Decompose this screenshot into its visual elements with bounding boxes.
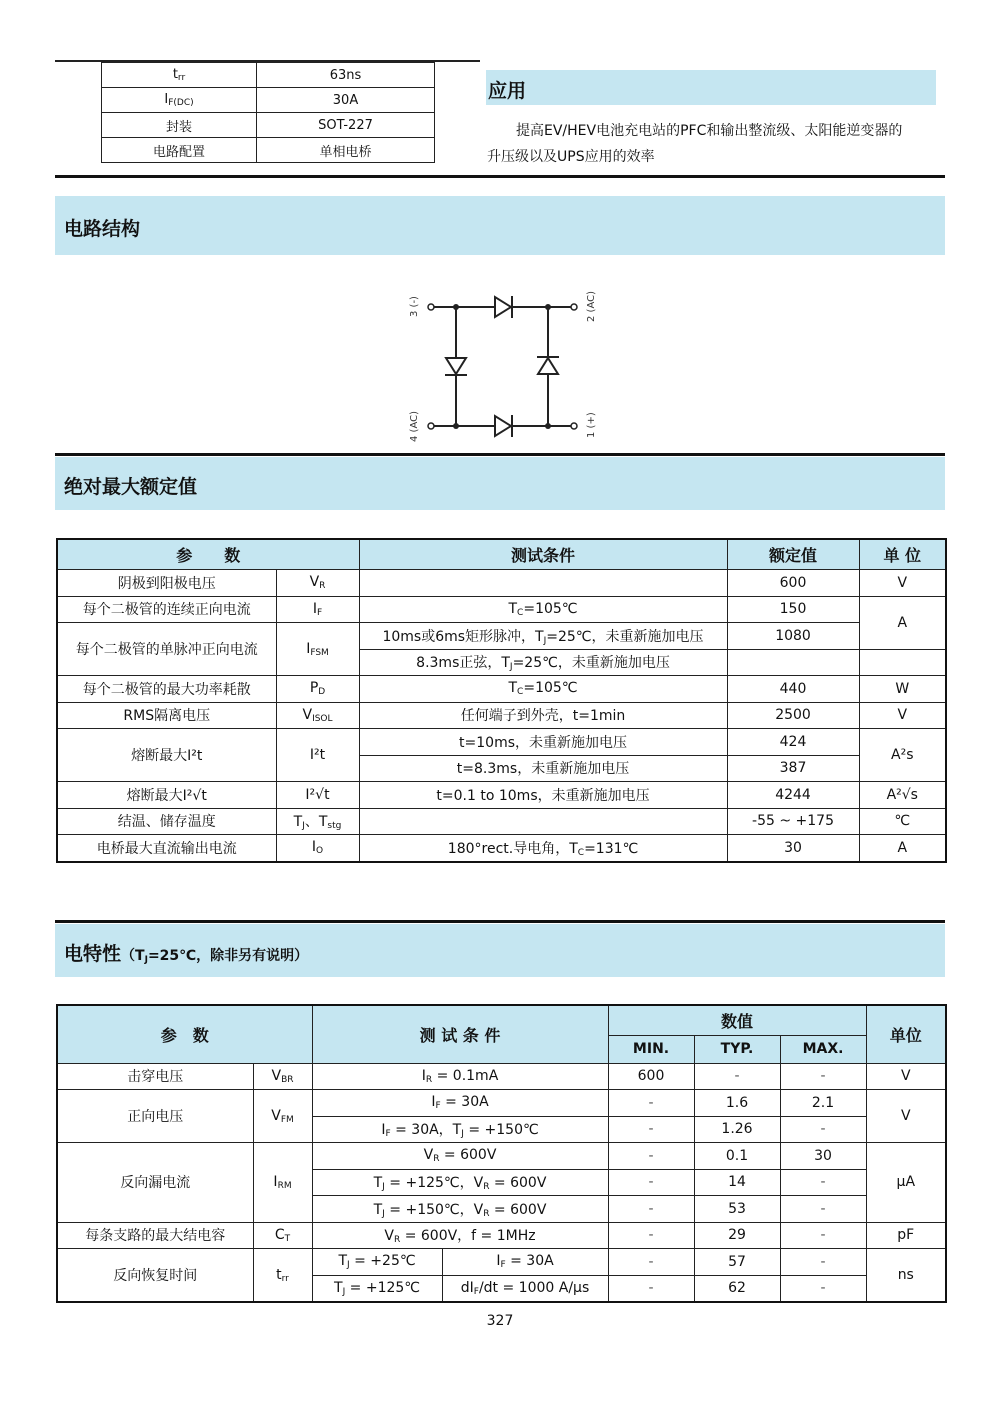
test-condition: 10ms或6ms矩形脉冲，$T_J=25℃$，未重新施加电压	[359, 623, 727, 650]
param-name: 反向恢复时间	[57, 1249, 253, 1303]
unit: V	[866, 1063, 946, 1090]
test-condition: $T_J$ = +150℃，$V_R = 600V$	[312, 1196, 608, 1223]
table-row	[57, 782, 946, 809]
electrical-title: 电特性（$T_J=25℃$，除非另有说明）	[64, 943, 309, 965]
spec-value: 单相电桥	[257, 138, 435, 163]
table-row	[57, 1249, 946, 1276]
test-condition: $I_F = 30A$	[312, 1090, 608, 1117]
rated-value: 424	[727, 729, 859, 756]
spec-row-circuit	[102, 138, 435, 163]
param-name: 熔断最大I²t	[57, 729, 276, 782]
rated-value: 4244	[727, 782, 859, 809]
header-param: 参 数	[57, 1005, 312, 1063]
header-param: 参 数	[57, 539, 359, 570]
header-cond: 测 试 条 件	[312, 1005, 608, 1063]
param-name: 正向电压	[57, 1090, 253, 1143]
spec-value: 63ns	[257, 63, 435, 88]
pin-label-1: 1 (+)	[586, 412, 597, 438]
typ-value: 29	[694, 1222, 780, 1249]
typ-value: 57	[694, 1249, 780, 1276]
test-condition: t=8.3ms，未重新施加电压	[359, 755, 727, 782]
table-row	[57, 808, 946, 835]
param-name: 每个二极管的最大功率耗散	[57, 676, 276, 703]
unit: W	[859, 676, 946, 703]
max-value: 30	[780, 1143, 866, 1170]
table-row	[57, 1222, 946, 1249]
electrical-header-row	[57, 1005, 946, 1035]
header-unit: 单 位	[859, 539, 946, 570]
pin-label-3: 3 (-)	[409, 296, 420, 317]
spec-value: 30A	[257, 88, 435, 113]
spec-value: SOT-227	[257, 113, 435, 138]
param-name: 每个二极管的单脉冲正向电流	[57, 623, 276, 676]
unit: A	[859, 596, 946, 649]
spec-row-package	[102, 113, 435, 138]
unit: V	[866, 1090, 946, 1143]
max-value: -	[780, 1169, 866, 1196]
application-title: 应用	[488, 80, 527, 102]
rated-value: 2500	[727, 702, 859, 729]
min-value: -	[608, 1196, 694, 1223]
unit: A²√s	[859, 782, 946, 809]
table-row	[57, 1063, 946, 1090]
circuit-title: 电路结构	[64, 218, 141, 240]
ratings-title: 绝对最大额定值	[64, 476, 198, 498]
max-value: -	[780, 1063, 866, 1090]
param-symbol: I²t	[276, 729, 359, 782]
param-symbol: $I_O$	[276, 835, 359, 862]
min-value: -	[608, 1222, 694, 1249]
rated-value: 1080	[727, 623, 859, 650]
max-value: -	[780, 1116, 866, 1143]
diode-icon	[495, 415, 512, 437]
table-row	[57, 1090, 946, 1117]
table-row	[57, 596, 946, 623]
param-name: 反向漏电流	[57, 1143, 253, 1223]
header-min: MIN.	[608, 1035, 694, 1063]
diode-icon	[537, 357, 559, 374]
param-name: 击穿电压	[57, 1063, 253, 1090]
ratings-title-band	[55, 457, 945, 510]
min-value: -	[608, 1275, 694, 1302]
unit: μA	[866, 1143, 946, 1223]
table-row	[57, 570, 946, 597]
header-max: MAX.	[780, 1035, 866, 1063]
param-name: 阴极到阳极电压	[57, 570, 276, 597]
test-condition: $T_C=105℃$	[359, 676, 727, 703]
max-value: -	[780, 1275, 866, 1302]
table-row	[57, 702, 946, 729]
param-symbol: $I_F$	[276, 596, 359, 623]
param-name: RMS隔离电压	[57, 702, 276, 729]
header-cond: 测试条件	[359, 539, 727, 570]
table-row	[57, 676, 946, 703]
circuit-diagram	[400, 285, 610, 445]
page-number: 327	[486, 1313, 514, 1329]
typ-value: 53	[694, 1196, 780, 1223]
application-text-line1: 提高EV/HEV电池充电站的PFC和输出整流级、太阳能逆变器的	[516, 123, 903, 139]
test-condition: 180°rect.导电角，$T_C=131℃$	[359, 835, 727, 862]
electrical-title-band	[55, 924, 945, 977]
test-condition: 8.3ms正弦，$T_J=25℃$，未重新施加电压	[359, 649, 727, 676]
section-rule	[55, 175, 945, 178]
unit: ns	[866, 1249, 946, 1303]
unit: A	[859, 835, 946, 862]
test-condition: t=0.1 to 10ms，未重新施加电压	[359, 782, 727, 809]
max-value: -	[780, 1222, 866, 1249]
param-symbol: $C_T$	[253, 1222, 312, 1249]
rated-value: 30	[727, 835, 859, 862]
spec-table	[101, 62, 435, 163]
param-name: 每条支路的最大结电容	[57, 1222, 253, 1249]
header-typ: TYP.	[694, 1035, 780, 1063]
application-title-band	[486, 70, 936, 105]
rated-value	[727, 649, 859, 676]
diode-icon	[495, 296, 512, 318]
rated-value: 387	[727, 755, 859, 782]
unit: A²s	[859, 729, 946, 782]
test-condition: t=10ms，未重新施加电压	[359, 729, 727, 756]
unit: pF	[866, 1222, 946, 1249]
test-condition: $I_R = 0.1mA$	[312, 1063, 608, 1090]
min-value: -	[608, 1169, 694, 1196]
section-rule	[55, 453, 945, 456]
unit: V	[859, 702, 946, 729]
min-value: -	[608, 1143, 694, 1170]
min-value: -	[608, 1249, 694, 1276]
spec-row-trr	[102, 63, 435, 88]
param-name: 熔断最大I²√t	[57, 782, 276, 809]
header-unit: 单位	[866, 1005, 946, 1063]
section-rule	[55, 920, 945, 923]
rated-value: 440	[727, 676, 859, 703]
param-name: 电桥最大直流输出电流	[57, 835, 276, 862]
param-symbol: I²√t	[276, 782, 359, 809]
rated-value: 600	[727, 570, 859, 597]
unit: ℃	[859, 808, 946, 835]
table-row	[57, 1143, 946, 1170]
pin-label-2: 2 (AC)	[586, 291, 597, 322]
test-condition: 任何端子到外壳，t=1min	[359, 702, 727, 729]
min-value: 600	[608, 1063, 694, 1090]
min-value: -	[608, 1116, 694, 1143]
param-symbol: $V_{FM}$	[253, 1090, 312, 1143]
rated-value: 150	[727, 596, 859, 623]
max-value: -	[780, 1196, 866, 1223]
test-condition: $V_R = 600V$	[312, 1143, 608, 1170]
rated-value: -55 ~ +175	[727, 808, 859, 835]
max-value: -	[780, 1249, 866, 1276]
unit	[859, 649, 946, 676]
param-symbol: $V_R$	[276, 570, 359, 597]
test-condition: $T_J$ = +25℃	[312, 1249, 442, 1276]
test-condition: $I_F = 30A$，$T_J$ = +150℃	[312, 1116, 608, 1143]
param-symbol: $T_J$、$T_{stg}$	[276, 808, 359, 835]
typ-value: 1.6	[694, 1090, 780, 1117]
typ-value: 0.1	[694, 1143, 780, 1170]
application-text	[487, 118, 947, 170]
max-value: 2.1	[780, 1090, 866, 1117]
min-value: -	[608, 1090, 694, 1117]
test-condition: $T_J$ = +125℃	[312, 1275, 442, 1302]
ratings-table	[56, 538, 947, 863]
param-symbol: $I_{RM}$	[253, 1143, 312, 1223]
spec-param: 封装	[102, 113, 257, 138]
param-symbol: $I_{FSM}$	[276, 623, 359, 676]
test-condition: $dI_F/dt = 1000$ A/μs	[442, 1275, 608, 1302]
test-condition: $V_R = 600V$，f = 1MHz	[312, 1222, 608, 1249]
test-condition: $I_F = 30A$	[442, 1249, 608, 1276]
spec-param: $t_{rr}$	[102, 63, 257, 88]
param-symbol: $V_{ISOL}$	[276, 702, 359, 729]
header-value: 额定值	[727, 539, 859, 570]
header-values: 数值	[608, 1005, 866, 1035]
ratings-header-row	[57, 539, 946, 570]
param-name: 每个二极管的连续正向电流	[57, 596, 276, 623]
param-symbol: $t_{rr}$	[253, 1249, 312, 1303]
test-condition	[359, 570, 727, 597]
table-row	[57, 729, 946, 756]
test-condition	[359, 808, 727, 835]
diode-icon	[445, 358, 467, 375]
test-condition: $T_J$ = +125℃，$V_R = 600V$	[312, 1169, 608, 1196]
spec-row-ifdc	[102, 88, 435, 113]
typ-value: 1.26	[694, 1116, 780, 1143]
param-name: 结温、储存温度	[57, 808, 276, 835]
spec-param: $I_{F(DC)}$	[102, 88, 257, 113]
param-symbol: $P_D$	[276, 676, 359, 703]
pin-label-4: 4 (AC)	[409, 411, 420, 442]
typ-value: -	[694, 1063, 780, 1090]
spec-param: 电路配置	[102, 138, 257, 163]
table-row	[57, 835, 946, 862]
typ-value: 14	[694, 1169, 780, 1196]
application-text-line2: 升压级以及UPS应用的效率	[487, 149, 655, 165]
electrical-table	[56, 1004, 947, 1303]
test-condition: $T_C=105℃$	[359, 596, 727, 623]
unit: V	[859, 570, 946, 597]
circuit-title-band	[55, 196, 945, 255]
param-symbol: $V_{BR}$	[253, 1063, 312, 1090]
table-row	[57, 623, 946, 650]
typ-value: 62	[694, 1275, 780, 1302]
